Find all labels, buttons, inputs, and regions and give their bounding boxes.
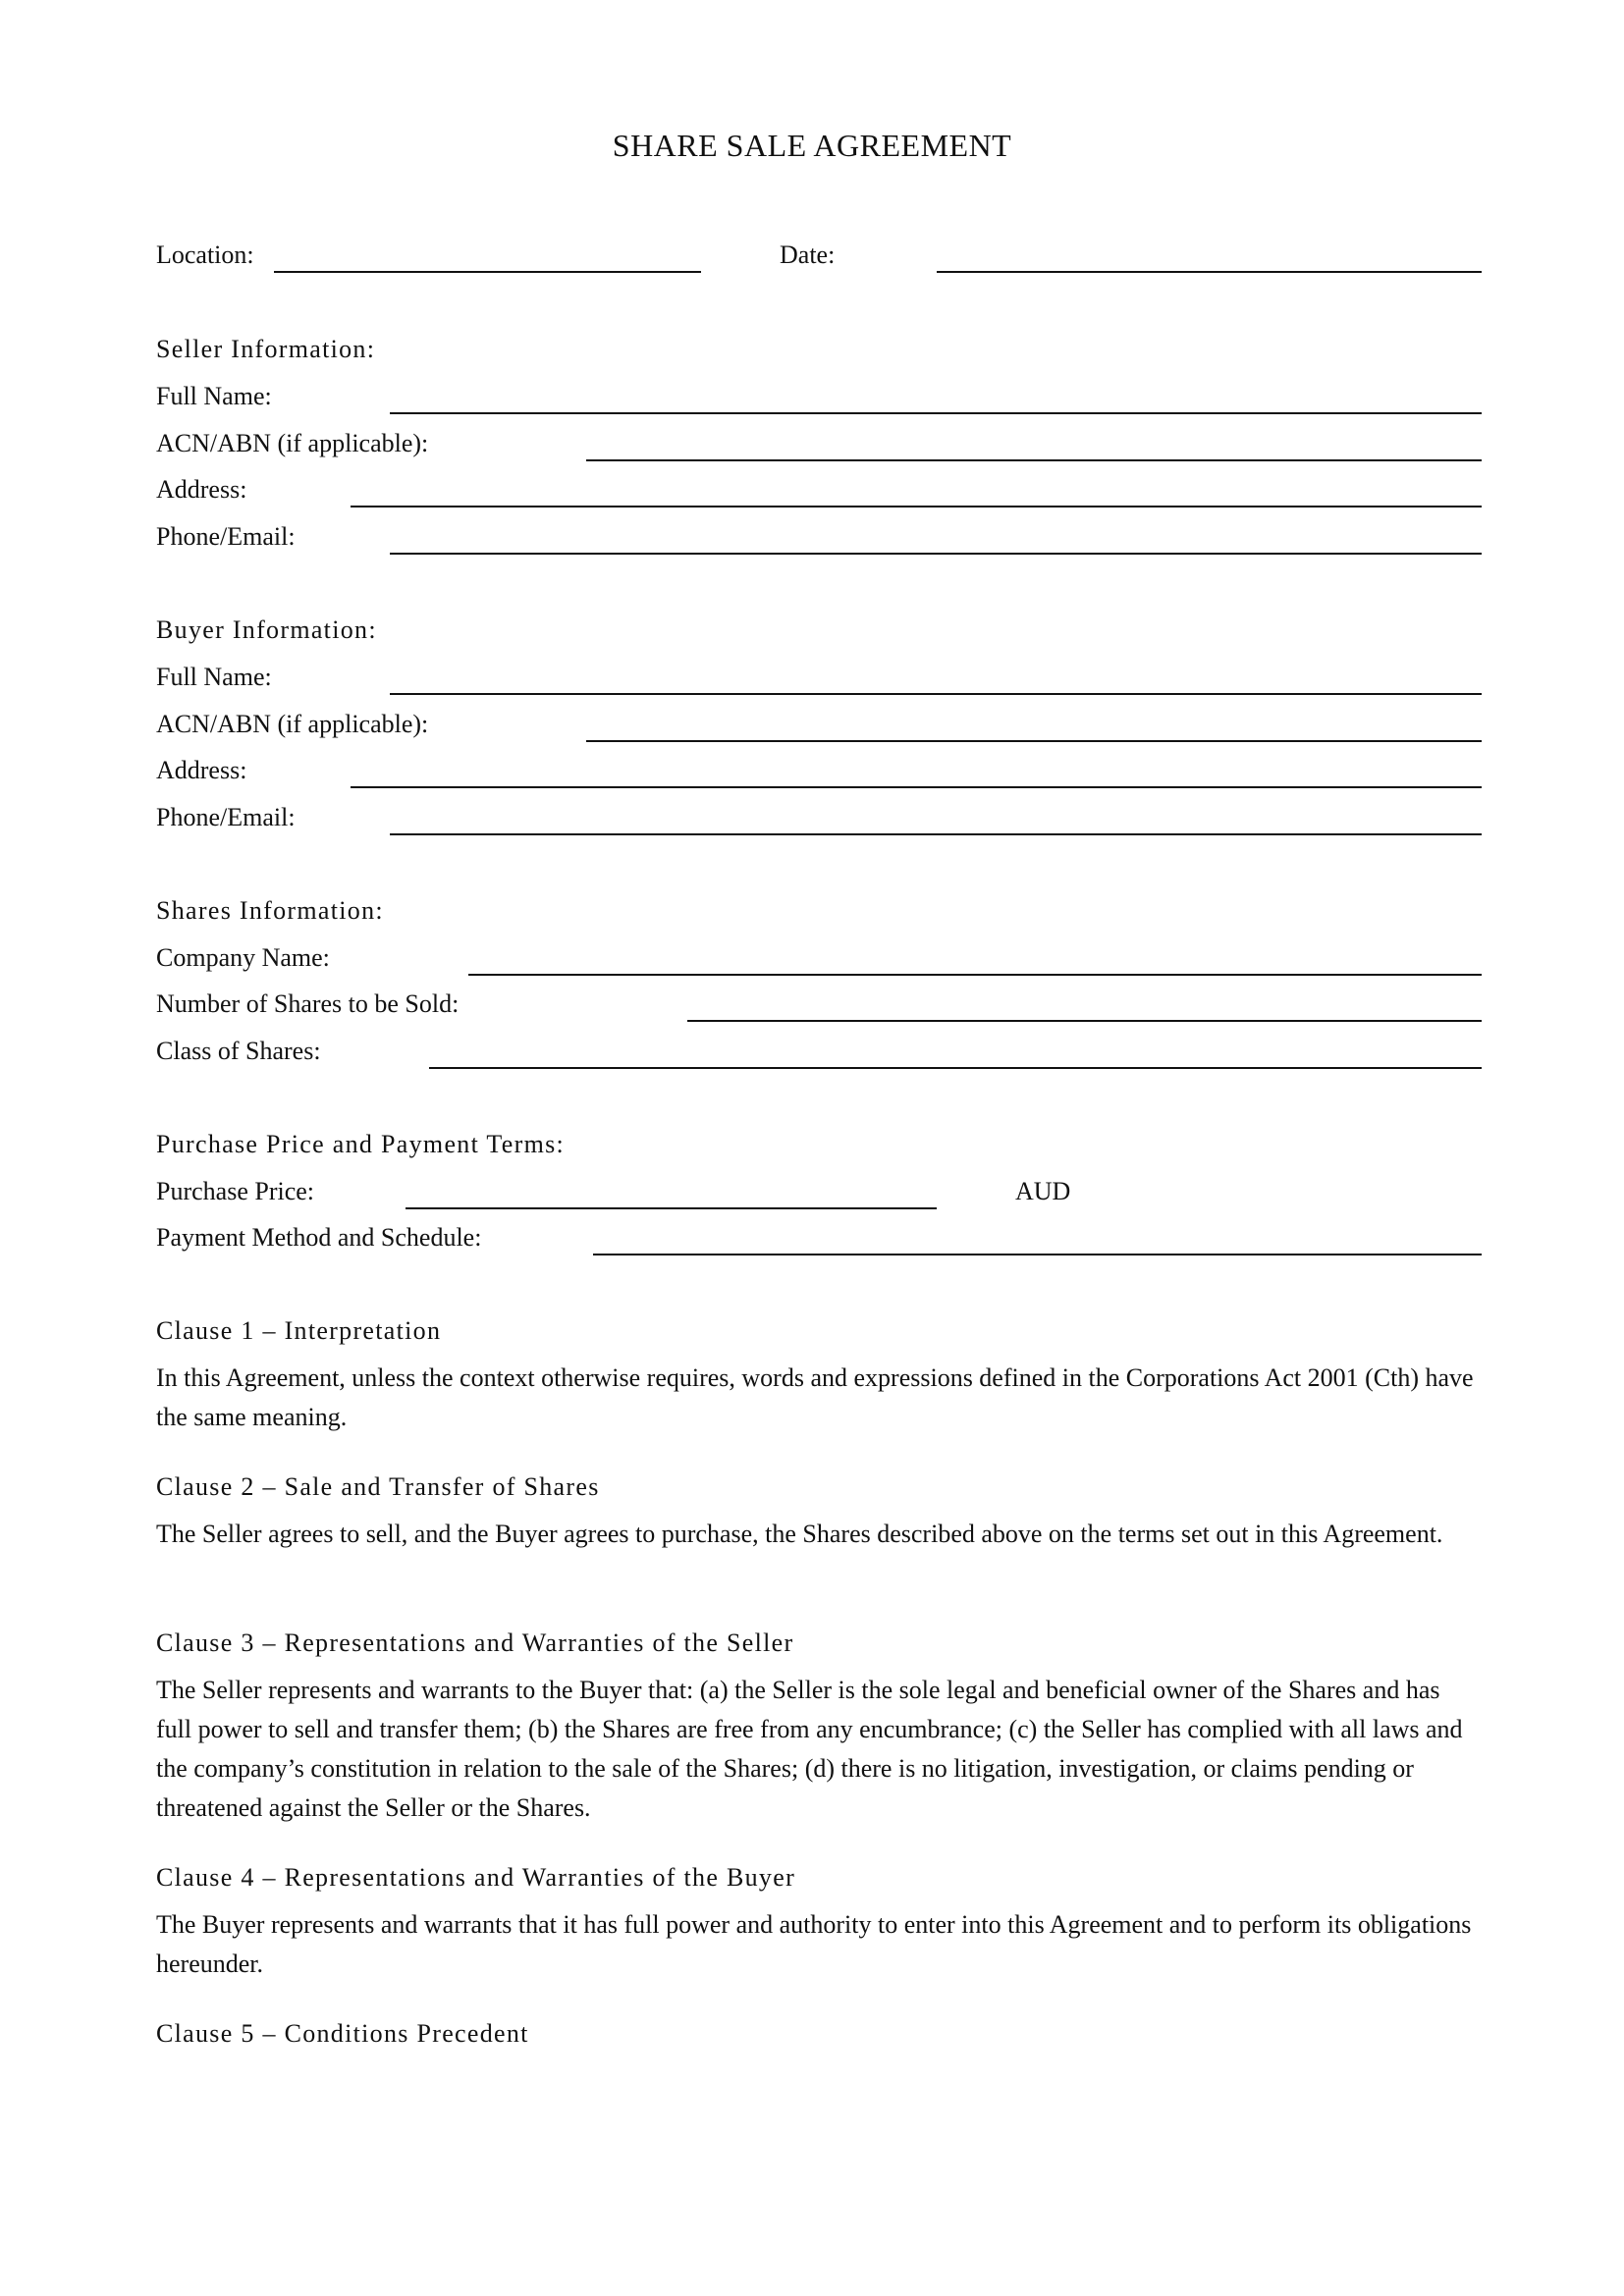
seller-contact-field[interactable] [390,553,1482,555]
class-of-shares-field[interactable] [429,1067,1482,1069]
class-of-shares-label: Class of Shares: [156,1037,321,1065]
clause-2-body: The Seller agrees to sell, and the Buyer agrees to purchase, the Shares described above on the terms set out in this Agreement. [156,1520,1443,1548]
location-label: Location: [156,240,254,269]
seller-address-field[interactable] [351,506,1482,507]
seller-acn-label: ACN/ABN (if applicable): [156,429,429,457]
clause-1-heading: Clause 1 – Interpretation [156,1316,442,1345]
seller-full-name-label: Full Name: [156,382,272,410]
seller-section-heading: Seller Information: [156,335,376,363]
document-title: SHARE SALE AGREEMENT [612,128,1012,163]
buyer-section-heading: Buyer Information: [156,615,377,644]
buyer-acn-label: ACN/ABN (if applicable): [156,710,429,738]
buyer-acn-field[interactable] [586,740,1482,742]
seller-full-name-field[interactable] [390,412,1482,414]
date-label: Date: [780,240,836,269]
number-of-shares-label: Number of Shares to be Sold: [156,989,460,1018]
clause-5-heading: Clause 5 – Conditions Precedent [156,2019,529,2048]
clause-3-heading: Clause 3 – Representations and Warranties of the Seller [156,1629,794,1657]
buyer-contact-label: Phone/Email: [156,803,296,831]
buyer-full-name-label: Full Name: [156,663,272,691]
location-field[interactable] [274,271,701,273]
purchase-price-label: Purchase Price: [156,1177,315,1205]
clause-4-heading: Clause 4 – Representations and Warranties of the Buyer [156,1863,796,1892]
clause-3-body: The Seller represents and warrants to the Buyer that: (a) the Seller is the sole legal and beneficial owner of the Shares and has full power to sell and transfer them; (b) the Shares are free from any encumbrance; (c) the Seller has complied with all laws and the company’s constitution in relation to the sale of the Shares; (d) there is no litigation, investigation, or claims pending or threatened against the Seller or the Shares. [156,1676,1463,1822]
buyer-address-field[interactable] [351,786,1482,788]
date-field[interactable] [937,271,1482,273]
clause-4-body: The Buyer represents and warrants that it has full power and authority to enter into this Agreement and to perform its obligations hereunder. [156,1910,1472,1978]
buyer-full-name-field[interactable] [390,693,1482,695]
seller-acn-field[interactable] [586,459,1482,461]
payment-method-label: Payment Method and Schedule: [156,1223,482,1252]
seller-contact-label: Phone/Email: [156,522,296,551]
company-name-label: Company Name: [156,943,330,972]
seller-address-label: Address: [156,475,247,504]
currency-label: AUD [1015,1177,1071,1205]
price-section-heading: Purchase Price and Payment Terms: [156,1130,566,1158]
company-name-field[interactable] [468,974,1482,976]
number-of-shares-field[interactable] [687,1020,1482,1022]
clause-2-heading: Clause 2 – Sale and Transfer of Shares [156,1472,600,1501]
clause-1-body: In this Agreement, unless the context otherwise requires, words and expressions defined in the Corporations Act 2001 (Cth) have the same meaning. [156,1363,1474,1431]
buyer-contact-field[interactable] [390,833,1482,835]
purchase-price-field[interactable] [406,1207,937,1209]
buyer-address-label: Address: [156,756,247,784]
shares-section-heading: Shares Information: [156,896,384,925]
payment-method-field[interactable] [593,1254,1482,1255]
